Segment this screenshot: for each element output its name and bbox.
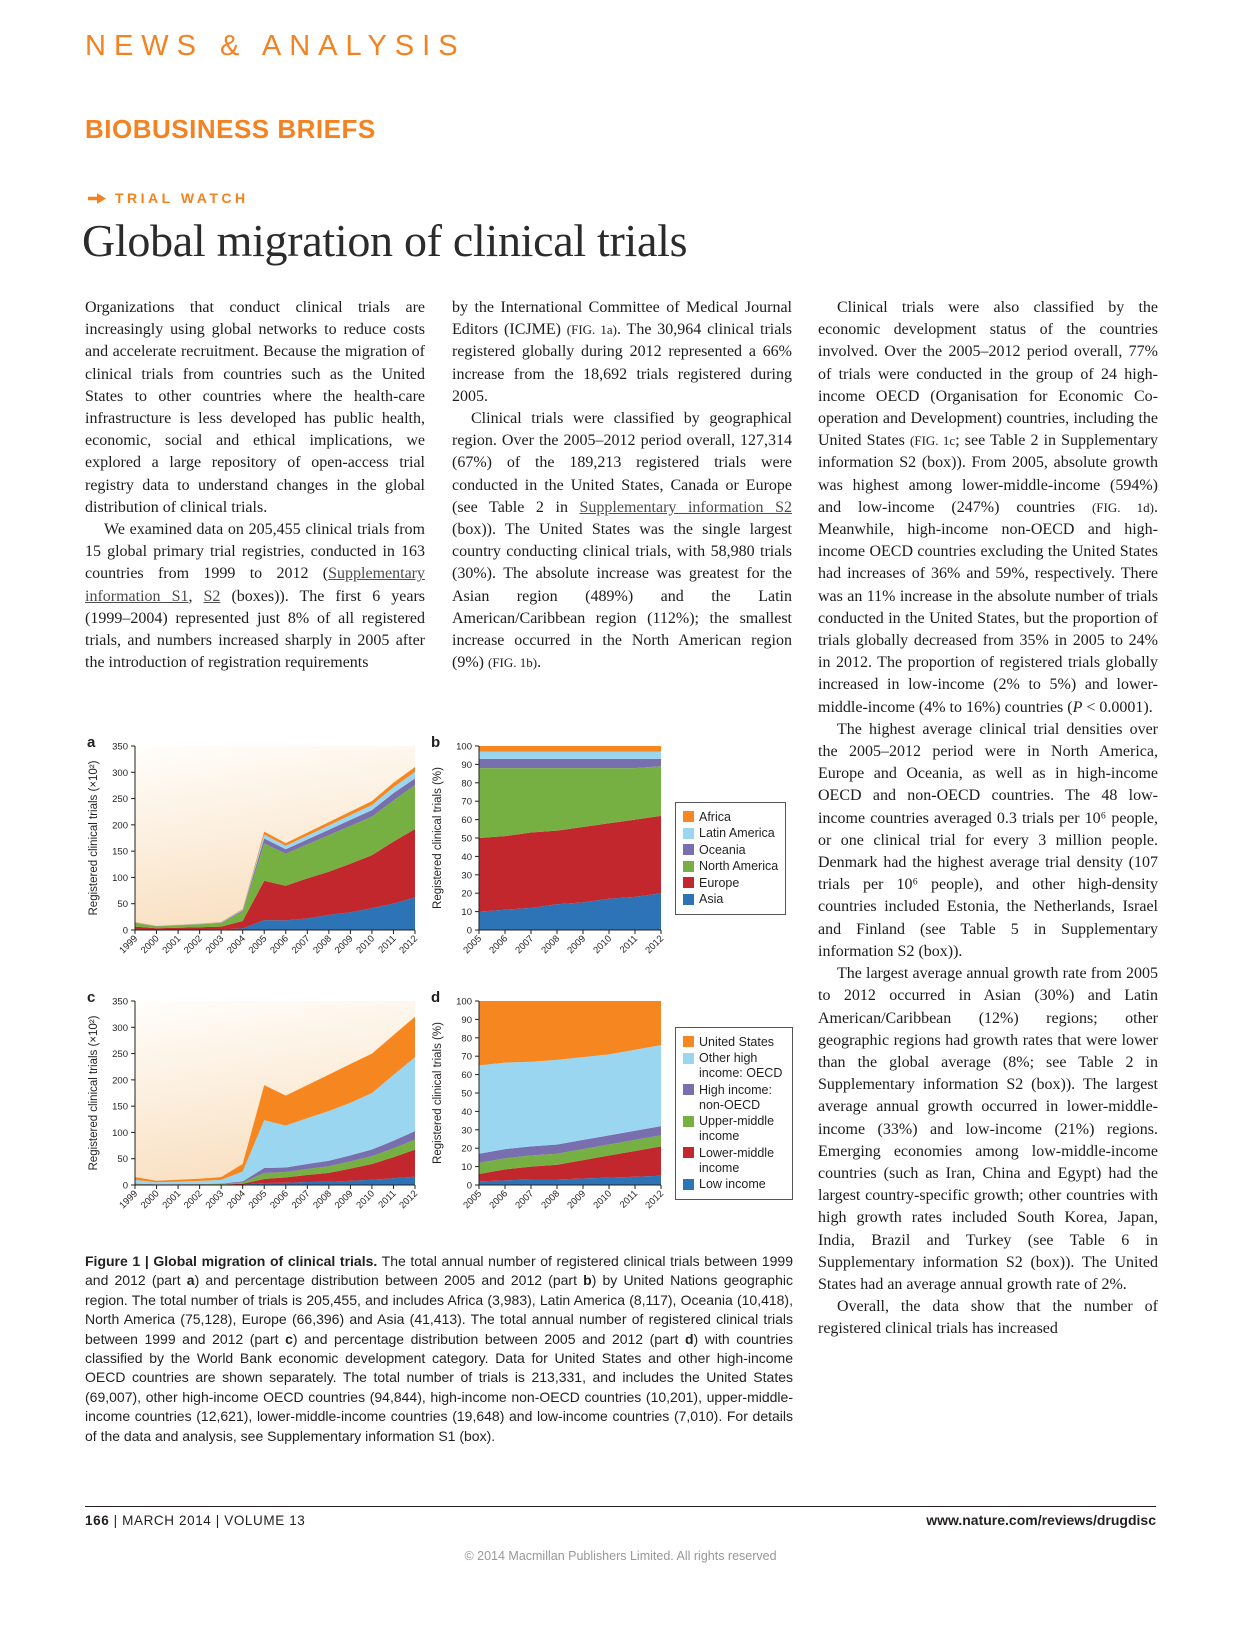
svg-text:30: 30: [461, 1125, 472, 1137]
svg-text:2000: 2000: [138, 1188, 162, 1212]
svg-text:2005: 2005: [246, 1188, 270, 1212]
svg-text:0: 0: [122, 1180, 128, 1192]
svg-text:2008: 2008: [311, 933, 334, 957]
legend-income-groups: [675, 1027, 793, 1200]
page-info: [85, 1513, 305, 1528]
svg-text:80: 80: [461, 1033, 472, 1045]
legend-item: [683, 826, 778, 841]
article-paragraph: The largest average annual growth rate from 2005 to 2012 occurred in Asian (30%) and Latin American/Caribbean (12%) regions; other geographic regions had growth rates that were lower than the global average (8%; see Table 2 in Supplementary information S2 (box)). The largest average annual growth occurred in lower-middle-income (33%) and low-income (21%) regions. Emerging economies among low-middle-income countries (such as Iran, China and Egypt) had the largest country-specific growth; other countries with high growth rates included South Korea, Japan, India, Brazil and Turkey (see Table 6 in Supplementary information S2 (box)). The United States had an average annual growth rate of 2%.: [818, 965, 1158, 1293]
svg-text:0: 0: [466, 925, 472, 937]
svg-text:10: 10: [461, 1162, 472, 1174]
svg-text:300: 300: [112, 1022, 128, 1034]
svg-text:2001: 2001: [160, 1188, 184, 1212]
svg-text:2007: 2007: [289, 1188, 313, 1212]
text-segment: (FIG. 1d): [1091, 499, 1155, 515]
svg-text:2001: 2001: [160, 933, 184, 957]
text-segment: 166: [85, 1513, 110, 1528]
svg-text:Registered clinical trials (%): Registered clinical trials (%): [432, 1022, 444, 1164]
svg-text:50: 50: [117, 1154, 128, 1166]
text-segment: ) by United Nations geographic region. The total number of trials is 205,455, and includes Africa (3,983), Latin America (8,117), Oceania (10,418), North America (75,128), Europe (66,396) and Asia (41,413). The total annual number of registered clinical trials between 1999 and 2012 (part: [85, 1272, 793, 1347]
svg-text:2008: 2008: [311, 1188, 334, 1212]
panel-label-a: a: [87, 734, 96, 751]
journal-url: www.nature.com/reviews/drugdisc: [926, 1512, 1156, 1528]
svg-text:2009: 2009: [565, 933, 589, 957]
text-segment: ) and percentage distribution between 2005 and 2012 (part: [292, 1330, 685, 1347]
svg-text:2012: 2012: [397, 933, 421, 957]
legend-swatch: [683, 828, 694, 839]
svg-text:100: 100: [456, 741, 472, 753]
chart-panel-c: [85, 991, 421, 1236]
svg-text:2009: 2009: [332, 1188, 356, 1212]
svg-text:50: 50: [461, 1088, 472, 1100]
article-paragraph: The highest average clinical trial densities over the 2005–2012 period were in North America, Europe and Oceania, as well as in high-income OECD and non-OECD countries. The 48 low-income countries averaged 0.3 trials per 10⁶ people, or one clinical trial for every 3 million people. Denmark had the highest average trial density (107 trials per 10⁶ people), and other high-density countries included Estonia, the Netherlands, Israel and Finland (see Table 5 in Supplementary information S2 (box)).: [818, 720, 1158, 960]
legend-swatch: [683, 811, 694, 822]
figure-caption: [85, 1252, 793, 1446]
legend-swatch: [683, 1147, 694, 1158]
section-heading: BIOBUSINESS BRIEFS: [85, 114, 376, 144]
text-segment: by the International Committee of Medical Journal Editors (ICJME): [452, 299, 792, 339]
chart-b-stacked-area: [429, 736, 667, 976]
legend-item: [683, 876, 778, 891]
figure-1: [85, 736, 793, 1446]
legend-regions: [675, 802, 786, 915]
text-segment: d: [684, 1330, 694, 1347]
legend-swatch: [683, 1116, 694, 1127]
text-segment: b: [583, 1272, 592, 1289]
text-column-2: [452, 297, 792, 737]
supplementary-link[interactable]: Supplementary information S2: [579, 498, 792, 516]
text-segment: Global migration of clinical trials.: [153, 1253, 378, 1269]
legend-label: Oceania: [699, 842, 746, 857]
svg-text:50: 50: [117, 899, 128, 911]
svg-text:2007: 2007: [289, 933, 313, 957]
svg-text:2003: 2003: [203, 933, 227, 957]
svg-text:1999: 1999: [117, 1188, 141, 1212]
svg-text:80: 80: [461, 778, 472, 790]
text-segment: ) with countries classified by the World Bank economic development category. Data for United States and other high-income OECD countries are shown separately. The total number of trials is 213,331, and includes the United States (69,007), other high-income OECD countries (94,844), high-income non-OECD countries (10,201), upper-middle-income countries (12,621), lower-middle-income countries (19,648) and low-income countries (7,010). For details of the data and analysis, see Supplementary information S1 (box).: [85, 1330, 794, 1444]
legend-swatch: [683, 1036, 694, 1047]
svg-text:2012: 2012: [397, 1188, 421, 1212]
legend-label: North America: [699, 859, 779, 874]
legend-item: [683, 810, 778, 825]
chart-a-stacked-area: [85, 736, 421, 976]
svg-text:100: 100: [456, 996, 472, 1008]
chart-panel-a: [85, 736, 421, 981]
legend-item: [683, 1083, 785, 1113]
svg-text:2000: 2000: [138, 933, 162, 957]
legend-swatch: [683, 1084, 694, 1095]
legend-item: [683, 1051, 785, 1081]
svg-text:2011: 2011: [617, 933, 641, 956]
legend-label: Europe: [699, 875, 740, 890]
text-segment: .: [537, 654, 542, 672]
article-paragraph: [452, 297, 792, 408]
svg-text:300: 300: [112, 767, 128, 779]
panel-label-c: c: [87, 989, 96, 1006]
article-paragraph: [818, 297, 1158, 719]
svg-text:2007: 2007: [513, 933, 537, 957]
svg-text:40: 40: [461, 1106, 472, 1118]
chart-row-bottom: [85, 991, 793, 1236]
legend-label: Asia: [699, 892, 724, 907]
svg-text:2003: 2003: [203, 1188, 227, 1212]
svg-text:200: 200: [112, 1075, 128, 1087]
svg-text:250: 250: [112, 794, 128, 806]
svg-text:2006: 2006: [268, 1188, 291, 1212]
legend-item: [683, 859, 778, 874]
text-segment: (FIG. 1c: [910, 433, 956, 449]
legend-swatch: [683, 861, 694, 872]
svg-text:100: 100: [112, 872, 128, 884]
article-paragraph: [452, 408, 792, 674]
panel-label-b: b: [431, 734, 441, 751]
svg-text:2005: 2005: [246, 933, 270, 957]
text-segment: < 0.0001).: [1082, 698, 1153, 716]
svg-text:40: 40: [461, 851, 472, 863]
text-segment: c: [285, 1330, 293, 1347]
legend-label: United States: [699, 1034, 775, 1049]
svg-text:2010: 2010: [591, 1188, 615, 1212]
svg-text:2008: 2008: [539, 933, 563, 957]
article-paragraph: Overall, the data show that the number of registered clinical trials has increased: [818, 1298, 1158, 1338]
legend-item: [683, 1177, 785, 1192]
text-segment: Clinical trials were also classified by the economic development status of the countries involved. Over the 2005–2012 period overall, 77% of trials were conducted in the group of 24 high-income OECD (Organisation for Economic Co-operation and Development) countries, including the United States: [818, 299, 1158, 450]
svg-text:2006: 2006: [487, 933, 511, 957]
svg-text:2009: 2009: [332, 933, 356, 957]
text-segment: ) and percentage distribution between 2005 and 2012 (part: [194, 1272, 584, 1289]
legend-item: [683, 1114, 785, 1144]
text-segment: (FIG. 1b): [487, 655, 538, 671]
svg-text:10: 10: [461, 907, 472, 919]
legend-label: Latin America: [699, 826, 775, 841]
svg-text:2002: 2002: [182, 933, 205, 957]
supplementary-link[interactable]: Supplementary information S1: [85, 565, 425, 605]
legend-label: Other high income: OECD: [699, 1051, 783, 1081]
trial-watch-label: TRIAL WATCH: [115, 190, 249, 206]
svg-text:2005: 2005: [461, 1188, 485, 1212]
arrow-icon: [88, 192, 106, 205]
svg-text:2010: 2010: [354, 1188, 378, 1212]
text-segment: . Meanwhile, high-income non-OECD and high-income OECD countries excluding the United States had increases of 36% and 59%, respectively. There was an 11% increase in the absolute number of trials conducted in the United States, but the proportion of trials globally decreased from 35% in 2005 to 24% in 2012. The proportion of registered trials globally increased in low-income (2% to 5%) and lower-middle-income (4% to 16%) countries (: [818, 498, 1158, 716]
text-segment: (FIG. 1a): [566, 322, 617, 338]
text-segment: ; see Table 2 in Supplementary information S2 (box)). From 2005, absolute growth was highest among lower-middle-income (594%) and low-income (247%) countries: [818, 432, 1158, 516]
text-segment: Figure 1 |: [85, 1253, 154, 1269]
svg-text:90: 90: [461, 1014, 472, 1026]
svg-text:150: 150: [112, 846, 128, 858]
svg-text:60: 60: [461, 815, 472, 827]
svg-text:2010: 2010: [591, 933, 615, 957]
chart-d-stacked-area: [429, 991, 667, 1231]
article-title: Global migration of clinical trials: [82, 215, 688, 266]
svg-text:70: 70: [461, 1051, 472, 1063]
text-segment: Clinical trials were classified by geographical region. Over the 2005–2012 period overall, 127,314 (67%) of the 189,213 registered trials were conducted in the United States, Canada or Europe (see Table 2 in: [452, 410, 792, 516]
svg-text:2006: 2006: [268, 933, 291, 957]
svg-text:2006: 2006: [487, 1188, 511, 1212]
svg-text:1999: 1999: [117, 933, 141, 957]
text-segment: We examined data on 205,455 clinical trials from 15 global primary trial registries, conducted in 163 countries from 1999 to 2012 (: [85, 521, 425, 583]
legend-item: [683, 1035, 785, 1050]
svg-text:70: 70: [461, 796, 472, 808]
svg-text:2011: 2011: [376, 933, 399, 956]
svg-text:Registered clinical trials (×1: Registered clinical trials (×10²): [88, 1015, 100, 1171]
text-segment: | MARCH 2014 | VOLUME 13: [109, 1513, 306, 1528]
svg-text:30: 30: [461, 870, 472, 882]
legend-label: Lower-middle income: [699, 1145, 775, 1175]
legend-swatch: [683, 894, 694, 905]
svg-text:90: 90: [461, 759, 472, 771]
svg-text:2009: 2009: [565, 1188, 589, 1212]
svg-text:2004: 2004: [225, 933, 248, 957]
legend-swatch: [683, 877, 694, 888]
chart-panel-b: [429, 736, 667, 981]
svg-text:2012: 2012: [643, 933, 667, 957]
svg-text:100: 100: [112, 1127, 128, 1139]
article-paragraph: Organizations that conduct clinical trials are increasingly using global networks to reduce costs and accelerate recruitment. Because the migration of clinical trials from countries such as the United States to other countries where the health-care infrastructure is less developed has public health, economic, social and ethical implications, we explored a large repository of open-access trial registry data to understand changes in the global distribution of clinical trials.: [85, 299, 425, 516]
legend-item: [683, 843, 778, 858]
svg-text:2010: 2010: [354, 933, 378, 957]
svg-text:2007: 2007: [513, 1188, 537, 1212]
svg-text:Registered clinical trials (×1: Registered clinical trials (×10²): [88, 760, 100, 916]
legend-swatch: [683, 844, 694, 855]
svg-text:150: 150: [112, 1101, 128, 1113]
svg-text:2008: 2008: [539, 1188, 563, 1212]
svg-text:20: 20: [461, 888, 472, 900]
svg-text:0: 0: [466, 1180, 472, 1192]
svg-text:350: 350: [112, 996, 128, 1008]
svg-text:250: 250: [112, 1049, 128, 1061]
svg-text:Registered clinical trials (%): Registered clinical trials (%): [432, 767, 444, 909]
copyright-notice: © 2014 Macmillan Publishers Limited. All rights reserved: [464, 1549, 777, 1563]
section-kicker: NEWS & ANALYSIS: [85, 30, 466, 62]
text-segment: The total annual number of registered clinical trials between 1999 and 2012 (part: [85, 1253, 793, 1289]
svg-text:60: 60: [461, 1070, 472, 1082]
legend-label: Low income: [699, 1177, 766, 1192]
svg-text:2002: 2002: [182, 1188, 205, 1212]
text-segment: . The 30,964 clinical trials registered globally during 2012 represented a 66% increase from the 18,692 trials registered during 2005.: [452, 321, 792, 405]
legend-label: Africa: [699, 809, 731, 824]
legend-swatch: [683, 1179, 694, 1190]
chart-c-stacked-area: [85, 991, 421, 1231]
svg-text:2012: 2012: [643, 1188, 667, 1212]
svg-text:0: 0: [122, 925, 128, 937]
supplementary-link[interactable]: S2: [203, 587, 221, 605]
legend-swatch: [683, 1053, 694, 1064]
legend-item: [683, 1146, 785, 1176]
text-segment: P: [1072, 698, 1083, 716]
footer-rule: [85, 1506, 1156, 1507]
svg-text:50: 50: [461, 833, 472, 845]
svg-text:20: 20: [461, 1143, 472, 1155]
legend-label: Upper-middle income: [699, 1114, 775, 1144]
text-column-1: [85, 297, 425, 737]
trial-watch-tag-row: [88, 190, 249, 206]
legend-item: [683, 892, 778, 907]
svg-text:200: 200: [112, 820, 128, 832]
svg-text:2005: 2005: [461, 933, 485, 957]
chart-panel-d: [429, 991, 667, 1236]
svg-text:2011: 2011: [376, 1188, 399, 1211]
text-segment: (box)). The United States was the single largest country conducting clinical trials, with 58,980 trials (30%). The absolute increase was greatest for the Asian region (489%) and the Latin American/Caribbean region (112%); the smallest increase occurred in the North American region (9%): [452, 521, 792, 672]
text-segment: a: [186, 1272, 195, 1289]
svg-text:350: 350: [112, 741, 128, 753]
text-column-3: [818, 297, 1158, 1489]
chart-row-top: [85, 736, 793, 981]
article-paragraph: [85, 519, 425, 674]
svg-text:2011: 2011: [617, 1188, 641, 1211]
svg-text:2004: 2004: [225, 1188, 248, 1212]
text-segment: (boxes)). The first 6 years (1999–2004) represented just 8% of all registered trials, and numbers increased sharply in 2005 after the introduction of registration requirements: [85, 587, 425, 672]
legend-label: High income: non-OECD: [699, 1082, 772, 1112]
panel-label-d: d: [431, 989, 441, 1006]
text-segment: ,: [188, 587, 204, 605]
